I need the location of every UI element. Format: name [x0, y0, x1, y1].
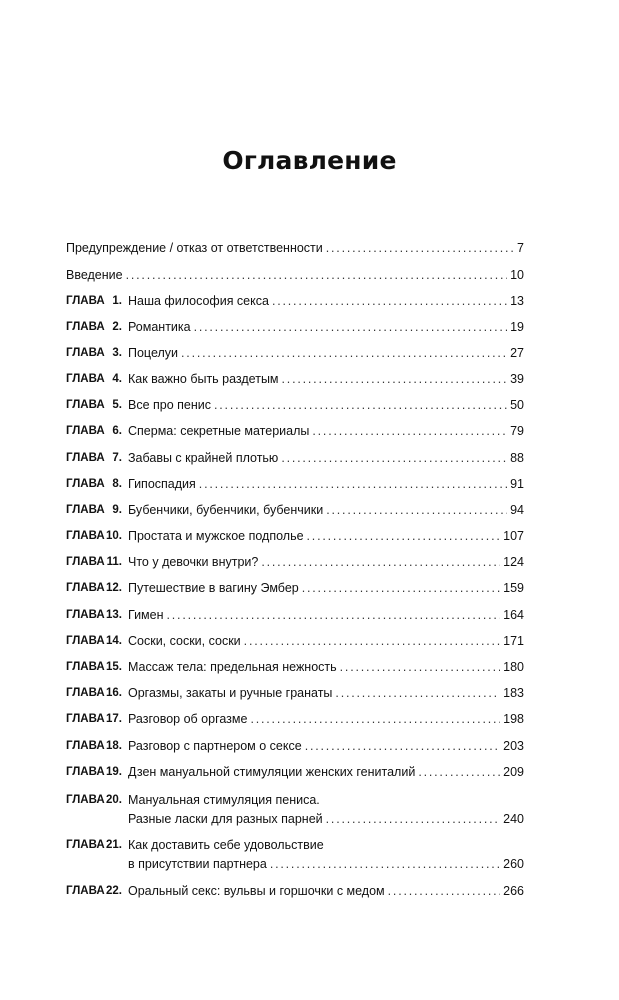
- entry-page: 124: [503, 555, 524, 569]
- chapter-number: 2.: [112, 321, 122, 333]
- entry-page: 183: [503, 686, 524, 700]
- entry-title: Как важно быть раздетым: [128, 372, 279, 386]
- entry-title: Все про пенис: [128, 398, 212, 412]
- chapter-label: ГЛАВА: [66, 556, 105, 568]
- entry-title: Оргазмы, закаты и ручные гранаты: [128, 686, 333, 700]
- chapter-label: ГЛАВА: [66, 478, 105, 490]
- dot-leader: [270, 857, 500, 872]
- toc-entry-chapter-19: [66, 765, 524, 780]
- entry-title: Разговор с партнером о сексе: [128, 739, 302, 753]
- dot-leader: [335, 686, 500, 701]
- chapter-number: 3.: [112, 347, 122, 359]
- dot-leader: [312, 424, 507, 439]
- dot-leader: [326, 503, 507, 518]
- entry-title: Как доставить себе удовольствие: [128, 838, 324, 852]
- chapter-number: 18.: [106, 740, 122, 752]
- toc-entry-chapter-8: [66, 477, 524, 492]
- chapter-number: 13.: [106, 609, 122, 621]
- entry-page: 27: [510, 346, 524, 360]
- entry-page: 7: [517, 241, 524, 255]
- chapter-number: 12.: [106, 582, 122, 594]
- toc-entry-chapter-16: [66, 686, 524, 701]
- entry-title: Оральный секс: вульвы и горшочки с медом: [128, 884, 385, 898]
- entry-page: 198: [503, 712, 524, 726]
- entry-title: Простата и мужское подполье: [128, 529, 304, 543]
- dot-leader: [261, 555, 500, 570]
- chapter-number: 8.: [112, 478, 122, 490]
- chapter-label: ГЛАВА: [66, 399, 105, 411]
- toc-entry-chapter-1: [66, 294, 524, 309]
- entry-title: Введение: [66, 268, 123, 282]
- chapter-label: ГЛАВА: [66, 347, 105, 359]
- dot-leader: [326, 812, 500, 827]
- chapter-number: 11.: [106, 556, 122, 568]
- chapter-label: ГЛАВА: [66, 661, 105, 673]
- toc-entry-chapter-4: [66, 372, 524, 387]
- dot-leader: [302, 581, 500, 596]
- entry-page: 240: [503, 812, 524, 826]
- toc-entry-introduction: [66, 268, 524, 283]
- toc-entry-chapter-21: [66, 838, 524, 872]
- dot-leader: [418, 765, 500, 780]
- chapter-number: 22.: [106, 885, 122, 897]
- toc-entry-chapter-15: [66, 660, 524, 675]
- toc-entry-chapter-3: [66, 346, 524, 361]
- chapter-label: ГЛАВА: [66, 504, 105, 516]
- entry-page: 19: [510, 320, 524, 334]
- chapter-label: ГЛАВА: [66, 425, 105, 437]
- entry-page: 91: [510, 477, 524, 491]
- entry-title: Путешествие в вагину Эмбер: [128, 581, 299, 595]
- toc-entry-chapter-13: [66, 608, 524, 623]
- entry-page: 39: [510, 372, 524, 386]
- entry-title-continued: Разные ласки для разных парней: [128, 812, 323, 826]
- toc-entry-chapter-2: [66, 320, 524, 335]
- dot-leader: [244, 634, 500, 649]
- entry-page: 50: [510, 398, 524, 412]
- chapter-label: ГЛАВА: [66, 885, 105, 897]
- toc-entry-chapter-17: [66, 712, 524, 727]
- entry-page: 180: [503, 660, 524, 674]
- dot-leader: [126, 268, 507, 283]
- dot-leader: [199, 477, 507, 492]
- entry-page: 209: [503, 765, 524, 779]
- toc-entry-chapter-20: [66, 793, 524, 827]
- toc-entry-chapter-9: [66, 503, 524, 518]
- chapter-label: ГЛАВА: [66, 582, 105, 594]
- chapter-label: ГЛАВА: [66, 713, 105, 725]
- chapter-number: 17.: [106, 713, 122, 725]
- entry-page: 79: [510, 424, 524, 438]
- chapter-number: 4.: [112, 373, 122, 385]
- entry-title-continued: в присутствии партнера: [128, 857, 267, 871]
- chapter-number: 9.: [112, 504, 122, 516]
- chapter-number: 6.: [112, 425, 122, 437]
- entry-page: 88: [510, 451, 524, 465]
- entry-title: Массаж тела: предельная нежность: [128, 660, 337, 674]
- toc-entry-chapter-7: [66, 451, 524, 466]
- chapter-label: ГЛАВА: [66, 766, 105, 778]
- entry-title: Мануальная стимуляция пениса.: [128, 793, 320, 807]
- entry-title: Поцелуи: [128, 346, 179, 360]
- toc-entry-disclaimer: [66, 241, 524, 256]
- dot-leader: [181, 346, 507, 361]
- entry-title: Забавы с крайней плотью: [128, 451, 279, 465]
- toc-entry-chapter-12: [66, 581, 524, 596]
- chapter-label: ГЛАВА: [66, 295, 105, 307]
- dot-leader: [388, 884, 500, 899]
- chapter-label: ГЛАВА: [66, 530, 105, 542]
- dot-leader: [326, 241, 514, 256]
- toc-entry-chapter-10: [66, 529, 524, 544]
- entry-page: 164: [503, 608, 524, 622]
- dot-leader: [307, 529, 501, 544]
- chapter-number: 20.: [106, 794, 122, 806]
- toc-entry-chapter-11: [66, 555, 524, 570]
- dot-leader: [250, 712, 500, 727]
- chapter-label: ГЛАВА: [66, 687, 105, 699]
- chapter-number: 5.: [112, 399, 122, 411]
- chapter-label: ГЛАВА: [66, 321, 105, 333]
- dot-leader: [194, 320, 508, 335]
- entry-page: 266: [503, 884, 524, 898]
- entry-title: Бубенчики, бубенчики, бубенчики: [128, 503, 324, 517]
- entry-page: 203: [503, 739, 524, 753]
- dot-leader: [305, 739, 500, 754]
- chapter-label: ГЛАВА: [66, 452, 105, 464]
- dot-leader: [167, 608, 501, 623]
- chapter-label: ГЛАВА: [66, 740, 105, 752]
- entry-title: Наша философия секса: [128, 294, 269, 308]
- dot-leader: [272, 294, 507, 309]
- chapter-number: 7.: [112, 452, 122, 464]
- chapter-label: ГЛАВА: [66, 794, 105, 806]
- entry-title: Соски, соски, соски: [128, 634, 241, 648]
- entry-title: Романтика: [128, 320, 191, 334]
- toc-entry-chapter-22: [66, 884, 524, 899]
- toc-entry-chapter-18: [66, 739, 524, 754]
- entry-title: Дзен мануальной стимуляции женских гениталий: [128, 765, 416, 779]
- dot-leader: [340, 660, 500, 675]
- chapter-label: ГЛАВА: [66, 373, 105, 385]
- toc-entry-chapter-14: [66, 634, 524, 649]
- entry-title: Сперма: секретные материалы: [128, 424, 310, 438]
- entry-page: 171: [503, 634, 524, 648]
- chapter-number: 16.: [106, 687, 122, 699]
- entry-page: 13: [510, 294, 524, 308]
- dot-leader: [282, 372, 508, 387]
- dot-leader: [214, 398, 507, 413]
- page-title: Оглавление: [222, 146, 397, 175]
- chapter-label: ГЛАВА: [66, 635, 105, 647]
- chapter-number: 15.: [106, 661, 122, 673]
- chapter-number: 10.: [106, 530, 122, 542]
- entry-title: Предупреждение / отказ от ответственности: [66, 241, 323, 255]
- entry-page: 10: [510, 268, 524, 282]
- entry-title: Что у девочки внутри?: [128, 555, 259, 569]
- chapter-label: ГЛАВА: [66, 839, 105, 851]
- entry-page: 159: [503, 581, 524, 595]
- toc-entry-chapter-5: [66, 398, 524, 413]
- chapter-number: 19.: [106, 766, 122, 778]
- chapter-number: 1.: [112, 295, 122, 307]
- chapter-number: 21.: [106, 839, 122, 851]
- chapter-number: 14.: [106, 635, 122, 647]
- entry-title: Разговор об оргазме: [128, 712, 248, 726]
- chapter-label: ГЛАВА: [66, 609, 105, 621]
- dot-leader: [281, 451, 507, 466]
- entry-title: Гипоспадия: [128, 477, 196, 491]
- entry-page: 260: [503, 857, 524, 871]
- entry-title: Гимен: [128, 608, 164, 622]
- entry-page: 107: [503, 529, 524, 543]
- toc-entry-chapter-6: [66, 424, 524, 439]
- entry-page: 94: [510, 503, 524, 517]
